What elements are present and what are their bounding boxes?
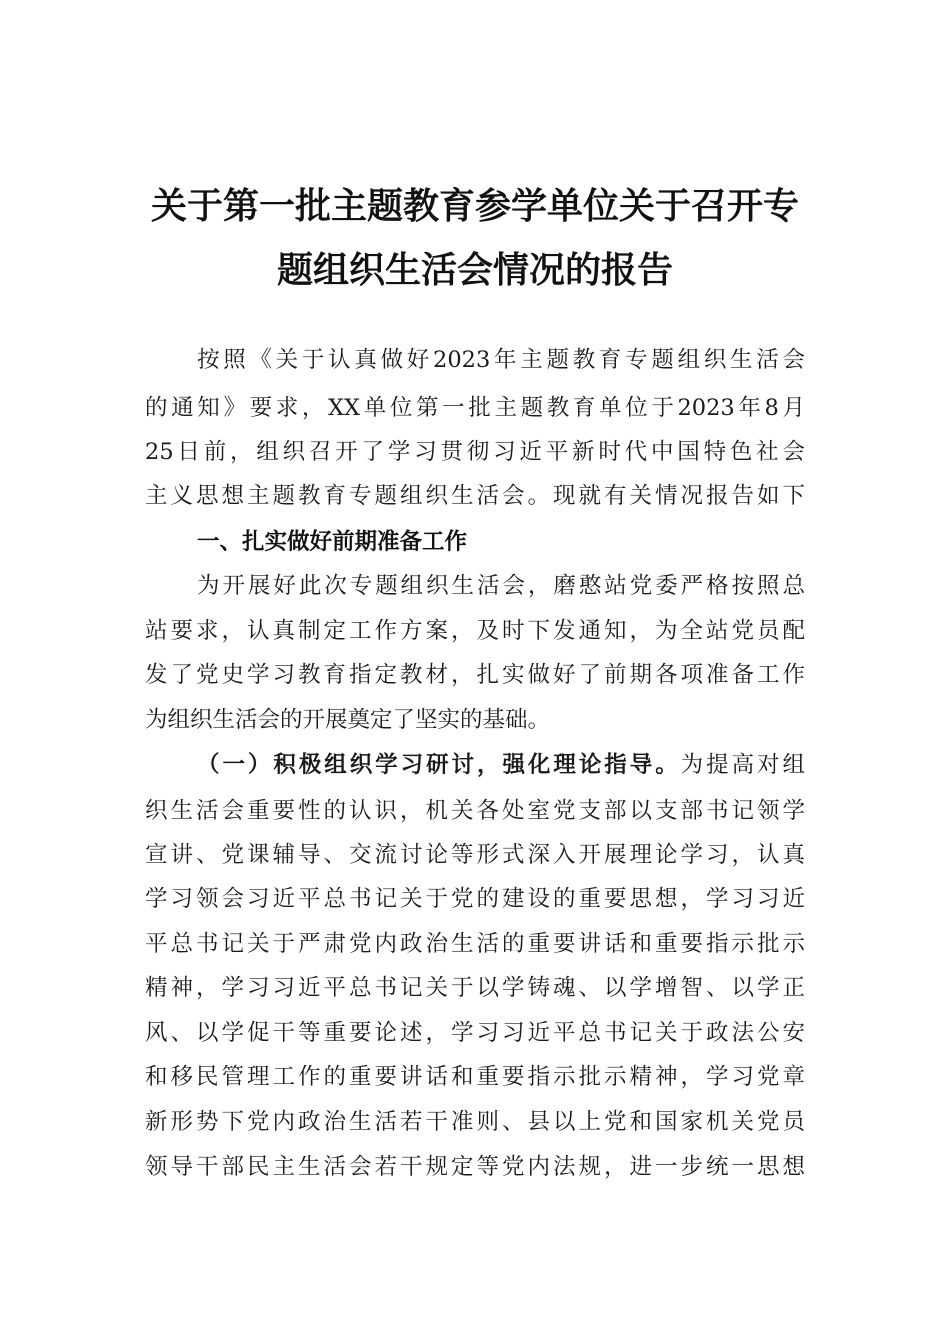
section-heading-1: 一、扎实做好前期准备工作	[197, 529, 468, 555]
paragraph-2-line-1: 为开展好此次专题组织生活会，磨憨站党委严格按照总	[197, 573, 805, 599]
paragraph-3-line-3: 宣讲、党课辅导、交流讨论等形式深入开展理论学习，认真	[145, 842, 805, 868]
paragraph-3-line-1	[197, 750, 805, 780]
paragraph-3-line-4: 学习领会习近平总书记关于党的建设的重要思想，学习习近	[145, 886, 805, 912]
paragraph-2-line-2: 站要求，认真制定工作方案，及时下发通知，为全站党员配	[145, 618, 805, 644]
paragraph-3-line-8: 和移民管理工作的重要讲话和重要指示批示精神，学习党章	[145, 1064, 805, 1090]
paragraph-3-line-6: 精神，学习习近平总书记关于以学铸魂、以学增智、以学正	[145, 975, 805, 1001]
paragraph-1-line-3: 25日前，组织召开了学习贯彻习近平新时代中国特色社会	[145, 439, 805, 465]
paragraph-1-line-1: 按照《关于认真做好2023年主题教育专题组织生活会	[197, 347, 805, 373]
paragraph-3-line-2: 织生活会重要性的认识，机关各处室党支部以支部书记领学	[145, 798, 805, 824]
paragraph-3-line-9: 新形势下党内政治生活若干准则、县以上党和国家机关党员	[145, 1109, 805, 1135]
paragraph-1-line-4: 主义思想主题教育专题组织生活会。现就有关情况报告如下	[145, 483, 805, 509]
subsection-heading-1: （一）积极组织学习研讨，强化理论指导。	[197, 752, 681, 778]
paragraph-3-line-10: 领导干部民主生活会若干规定等党内法规，进一步统一思想	[145, 1154, 805, 1180]
paragraph-3-line-1-rest: 为提高对组	[680, 752, 805, 778]
document-title-line-2: 题组织生活会情况的报告	[276, 249, 673, 291]
paragraph-2-line-4: 为组织生活会的开展奠定了坚实的基础。	[145, 707, 551, 733]
paragraph-3-line-7: 风、以学促干等重要论述，学习习近平总书记关于政法公安	[145, 1020, 805, 1046]
document-title-line-1: 关于第一批主题教育参学单位关于召开专	[150, 185, 799, 227]
paragraph-2-line-3: 发了党史学习教育指定教材，扎实做好了前期各项准备工作	[145, 662, 805, 688]
paragraph-1-line-2: 的通知》要求，XX单位第一批主题教育单位于2023年8月	[145, 395, 805, 421]
paragraph-3-line-5: 平总书记关于严肃党内政治生活的重要讲话和重要指示批示	[145, 931, 805, 957]
